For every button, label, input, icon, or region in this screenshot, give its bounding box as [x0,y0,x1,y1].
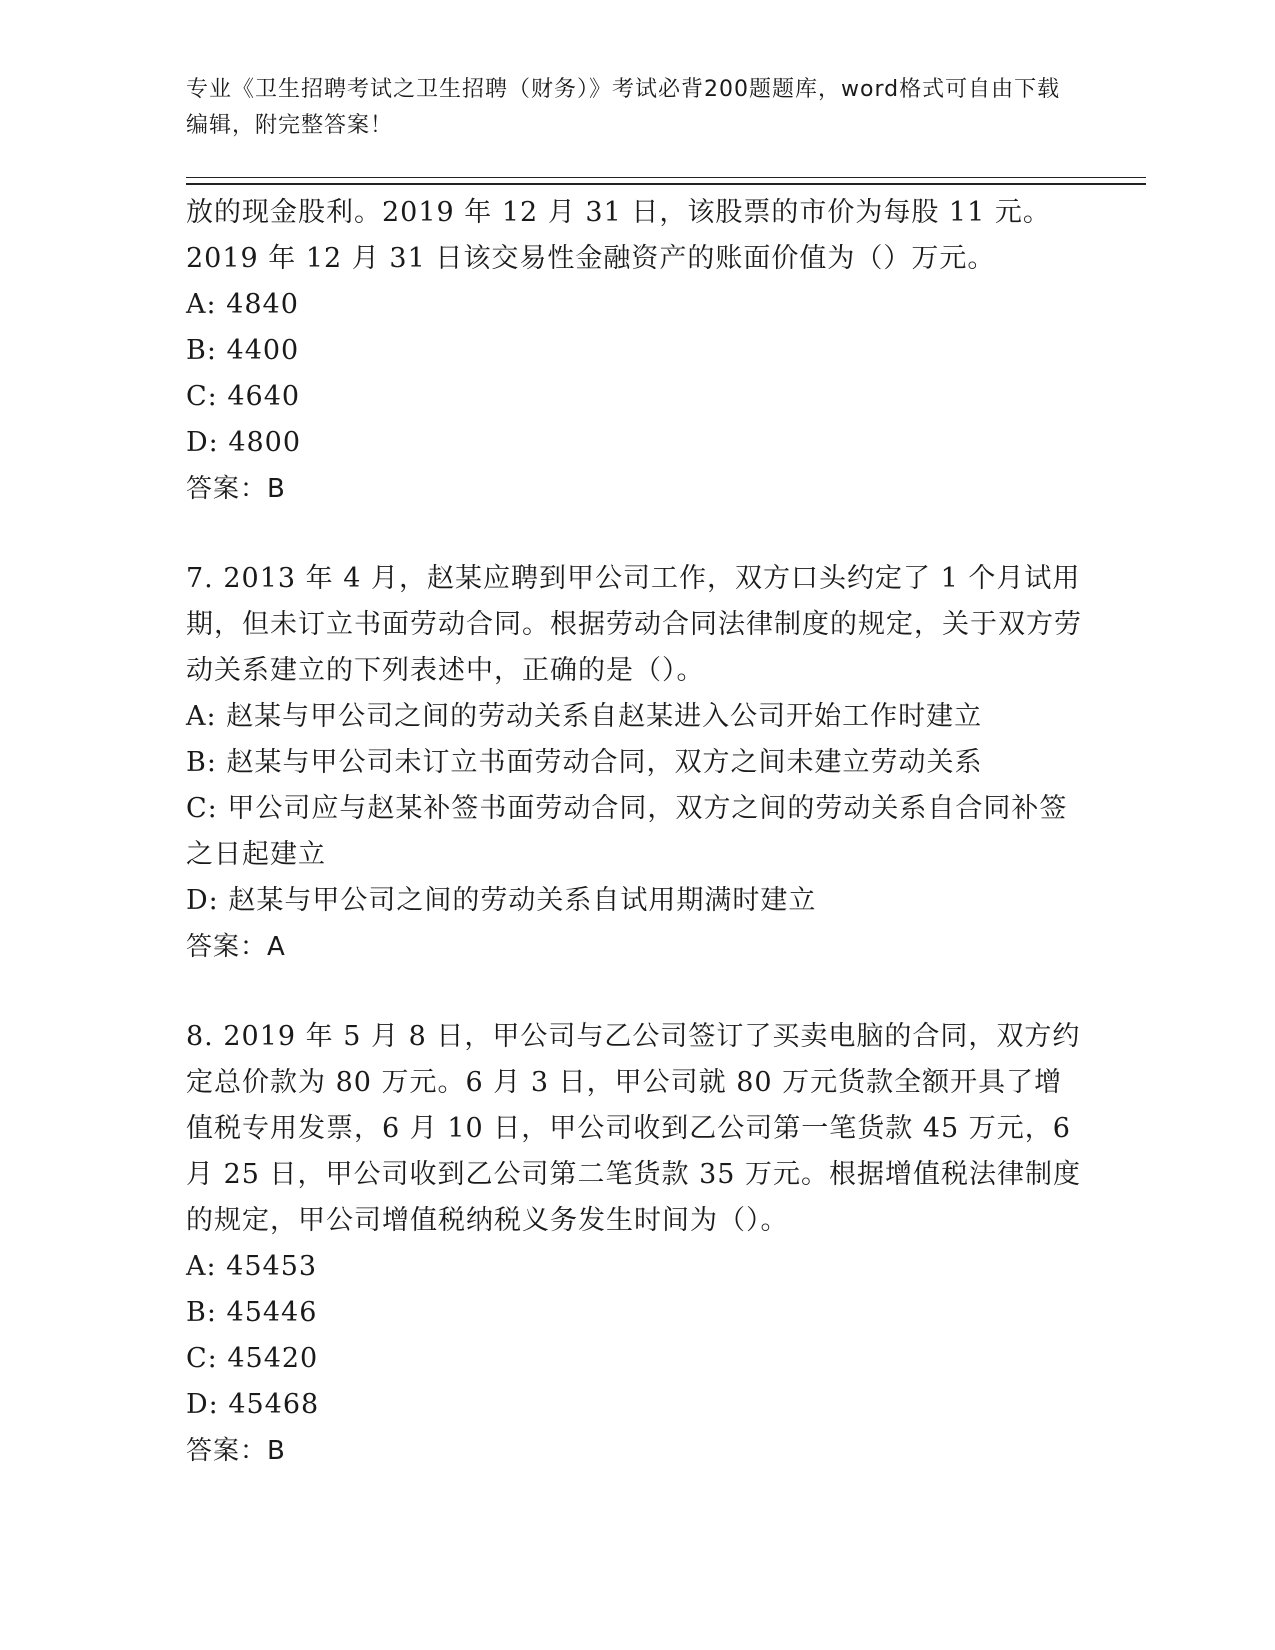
option-d: D: 赵某与甲公司之间的劳动关系自试用期满时建立 [186,885,817,916]
option-b: B: 赵某与甲公司未订立书面劳动合同，双方之间未建立劳动关系 [186,747,983,778]
question-text: 8. 2019 年 5 月 8 日，甲公司与乙公司签订了买卖电脑的合同，双方约定总价款为 80 万元。6 月 3 日，甲公司就 80 万元货款全额开具了增值税专用发票，6 月 10 日，甲公司收到乙公司第一笔货款 45 万元，6 月 25 日，甲公司收到乙公司第二笔货款 35 万元。根据增值税法律制度的规定，甲公司增值税纳税义务发生时间为（）。 [186,1021,1082,1236]
option-a: A: 4840 [186,289,299,320]
option-d: D: 45468 [186,1389,320,1420]
document-header: 专业《卫生招聘考试之卫生招聘（财务）》考试必背200题题库，word格式可自由下载编辑，附完整答案！ [186,77,1061,138]
spacer [186,512,1086,556]
option-a: A: 赵某与甲公司之间的劳动关系自赵某进入公司开始工作时建立 [186,701,983,732]
option-c: C: 45420 [186,1343,319,1374]
header-rule-thick [186,183,1146,185]
answer-label: 答案：A [186,932,286,962]
header-rule-thin [186,177,1146,178]
option-b: B: 45446 [186,1297,318,1328]
question-6 [186,190,1086,512]
question-text: 放的现金股利。2019 年 12 月 31 日，该股票的市价为每股 11 元。2019 年 12 月 31 日该交易性金融资产的账面价值为（）万元。 [186,197,1051,274]
option-c: C: 4640 [186,381,301,412]
question-8 [186,1014,1086,1474]
option-d: D: 4800 [186,427,302,458]
question-text: 7. 2013 年 4 月，赵某应聘到甲公司工作，双方口头约定了 1 个月试用期，但未订立书面劳动合同。根据劳动合同法律制度的规定，关于双方劳动关系建立的下列表述中，正确的是（）。 [186,563,1082,686]
option-c: C: 甲公司应与赵某补签书面劳动合同，双方之间的劳动关系自合同补签之日起建立 [186,793,1068,870]
option-b: B: 4400 [186,335,300,366]
answer-label: 答案：B [186,474,286,504]
spacer [186,970,1086,1014]
option-a: A: 45453 [186,1251,318,1282]
question-7 [186,556,1086,970]
question-content [186,190,1086,1474]
answer-label: 答案：B [186,1436,286,1466]
